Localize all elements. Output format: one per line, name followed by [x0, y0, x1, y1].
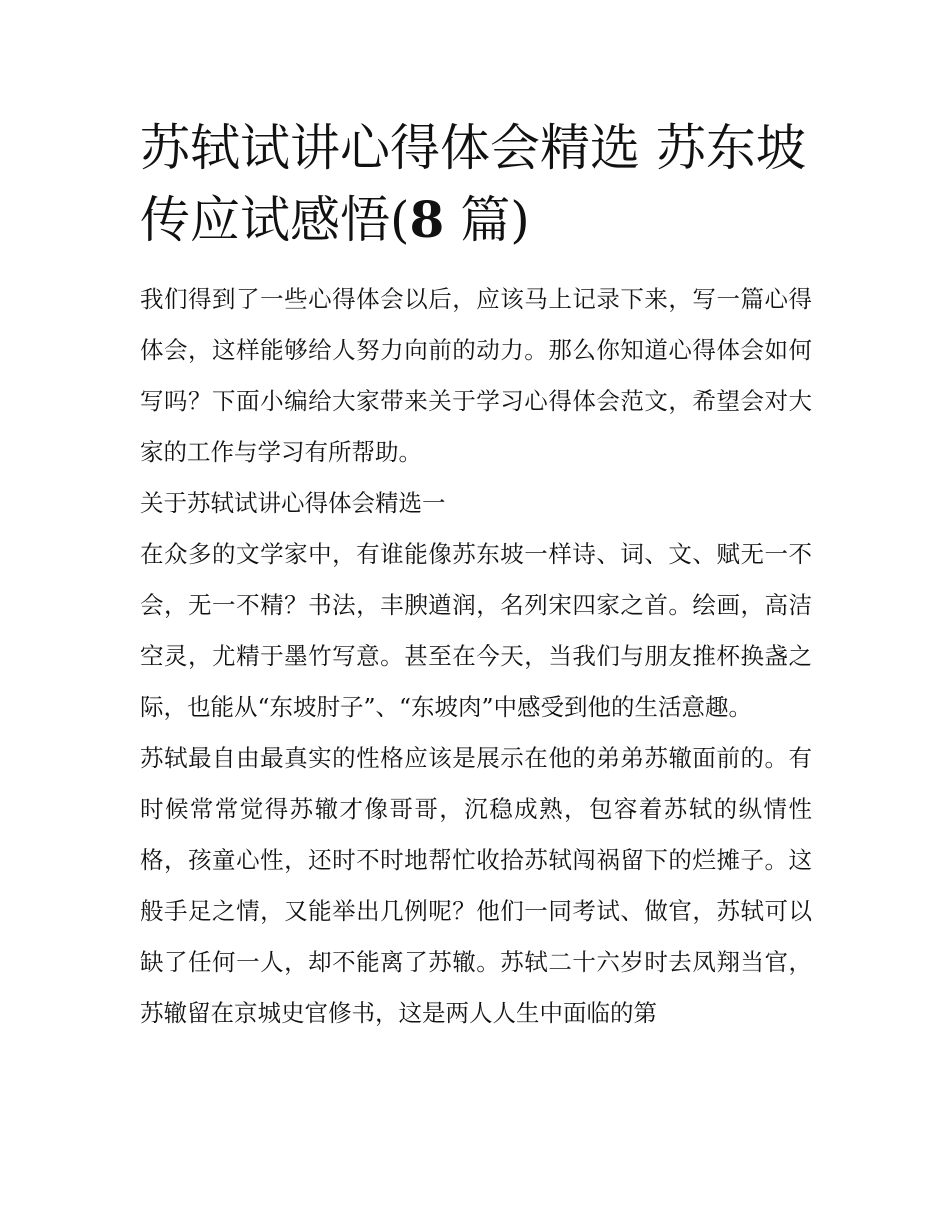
document-body: [140, 274, 812, 1039]
intro-paragraph: 我们得到了一些心得体会以后，应该马上记录下来，写一篇心得体会，这样能够给人努力向前的动力。那么你知道心得体会如何写吗？下面小编给大家带来关于学习心得体会范文，希望会对大家的工作与学习有所帮助。: [140, 285, 812, 466]
section-heading: 关于苏轼试讲心得体会精选一: [140, 489, 446, 517]
title-line-2-end: 篇): [444, 191, 530, 249]
body-paragraph: 苏轼最自由最真实的性格应该是展示在他的弟弟苏辙面前的。有时候常常觉得苏辙才像哥哥，沉稳成熟，包容着苏轼的纵情性格，孩童心性，还时不时地帮忙收拾苏轼闯祸留下的烂摊子。这般手足之情，又能举出几例呢？他们一同考试、做官，苏轼可以缺了任何一人，却不能离了苏辙。苏轼二十六岁时去凤翔当官，苏辙留在京城史官修书，这是两人人生中面临的第: [140, 744, 812, 1027]
title-line-1: 苏轼试讲心得体会精选 苏东坡: [140, 119, 806, 177]
body-paragraph: 在众多的文学家中，有谁能像苏东坡一样诗、词、文、赋无一不会，无一不精？书法，丰腴遒润，名列宋四家之首。绘画，高洁空灵，尤精于墨竹写意。甚至在今天，当我们与朋友推杯换盏之际，也能从“东坡肘子”、“东坡肉”中感受到他的生活意趣。: [140, 540, 812, 721]
document-content: [140, 112, 812, 1039]
title-line-2-start: 传应试感悟(: [140, 191, 410, 249]
title-count: 8: [409, 190, 445, 249]
document-title: [140, 112, 812, 256]
